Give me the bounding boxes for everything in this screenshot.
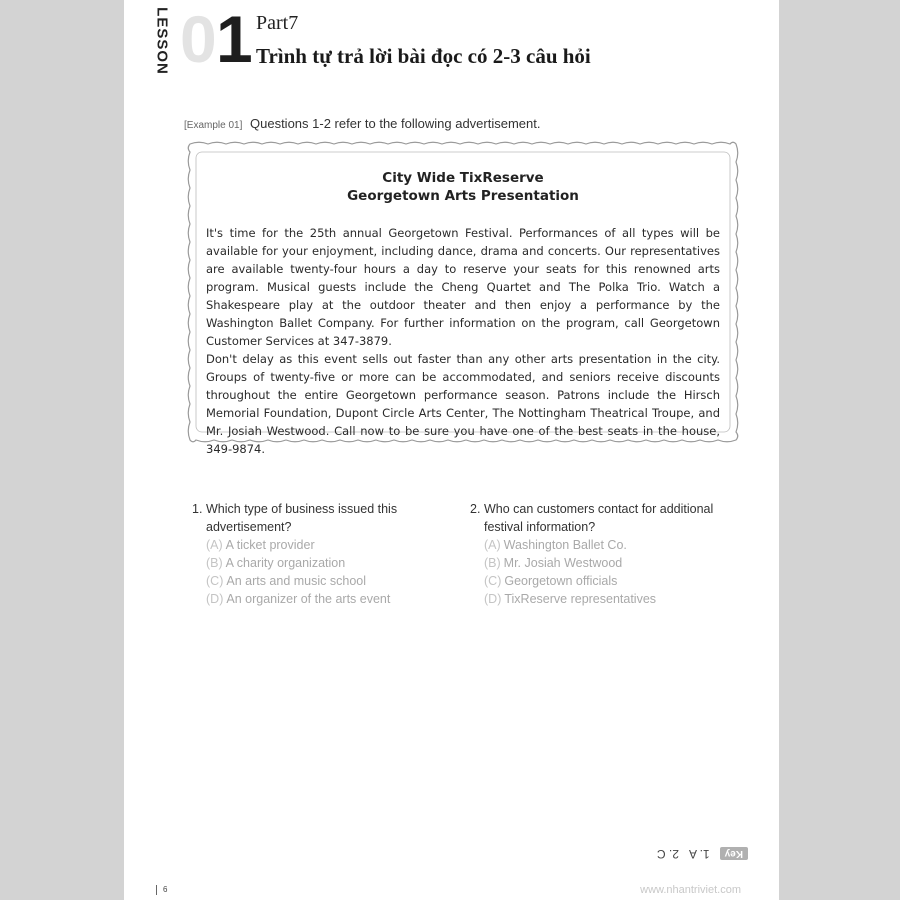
part-label: Part7 xyxy=(256,12,299,34)
question-number: 1. xyxy=(192,502,203,516)
page-number: 6 xyxy=(156,885,167,895)
answer-2: 2. C xyxy=(656,847,679,861)
option-c[interactable]: (C) An arts and music school xyxy=(206,574,367,588)
option-a[interactable]: (A) Washington Ballet Co. xyxy=(484,538,627,552)
example-instruction-text: Questions 1-2 refer to the following advertisement. xyxy=(250,116,541,131)
option-a[interactable]: (A) A ticket provider xyxy=(206,538,315,552)
question-number: 2. xyxy=(470,502,481,516)
option-c[interactable]: (C) Georgetown officials xyxy=(484,574,618,588)
lesson-number-one: 1 xyxy=(216,2,253,76)
lesson-number-zero: 0 xyxy=(180,2,217,76)
lesson-label: LESSON xyxy=(153,7,171,75)
ad-body xyxy=(206,224,720,458)
option-list xyxy=(192,536,454,608)
lesson-title: Trình tự trả lời bài đọc có 2-3 câu hỏi xyxy=(256,44,591,68)
option-d[interactable]: (D) An organizer of the arts event xyxy=(206,592,391,606)
option-b[interactable]: (B) A charity organization xyxy=(206,556,346,570)
textbook-page xyxy=(124,0,779,900)
question-stem: Who can customers contact for additional festival information? xyxy=(484,502,714,534)
answer-1: 1. A xyxy=(688,847,710,861)
ad-paragraph-1: It's time for the 25th annual Georgetown Festival. Performances of all types will be available for your enjoyment, including dance, drama and concerts. Our representatives are available twenty-four hours a day to reserve your seats for this renowned arts program. Musical guests include the Cheng Quartet and The Polka Trio. Watch a Shakespeare play at the outdoor theater and then enjoy a performance by the Washington Ballet Company. For further information on the program, call Georgetown Customer Services at 347-3879. xyxy=(206,226,720,348)
answer-key xyxy=(608,842,748,866)
option-b[interactable]: (B) Mr. Josiah Westwood xyxy=(484,556,623,570)
footer-url[interactable]: www.nhantriviet.com xyxy=(640,884,741,896)
example-instruction xyxy=(184,116,540,131)
ad-title-line2: Georgetown Arts Presentation xyxy=(347,188,579,204)
ad-title-line1: City Wide TixReserve xyxy=(382,170,544,186)
question-1 xyxy=(192,500,454,608)
question-2 xyxy=(470,500,732,608)
advertisement-box xyxy=(186,140,740,456)
ad-paragraph-2: Don't delay as this event sells out faster than any other arts presentation in the city. Groups of twenty-five or more can be accommodated, and seniors receive discounts throughout the entire Georgetown performance season. Patrons include the Hirsch Memorial Foundation, Dupont Circle Arts Center, The Nottingham Theatrical Troupe, and Mr. Josiah Westwood. Call now to be sure you have one of the best seats in the house, 349-9874. xyxy=(206,352,720,456)
option-d[interactable]: (D) TixReserve representatives xyxy=(484,592,657,606)
question-stem: Which type of business issued this advertisement? xyxy=(206,502,398,534)
answer-key-badge: Key xyxy=(720,848,748,861)
example-tag: [Example 01] xyxy=(184,120,243,131)
option-list xyxy=(470,536,732,608)
